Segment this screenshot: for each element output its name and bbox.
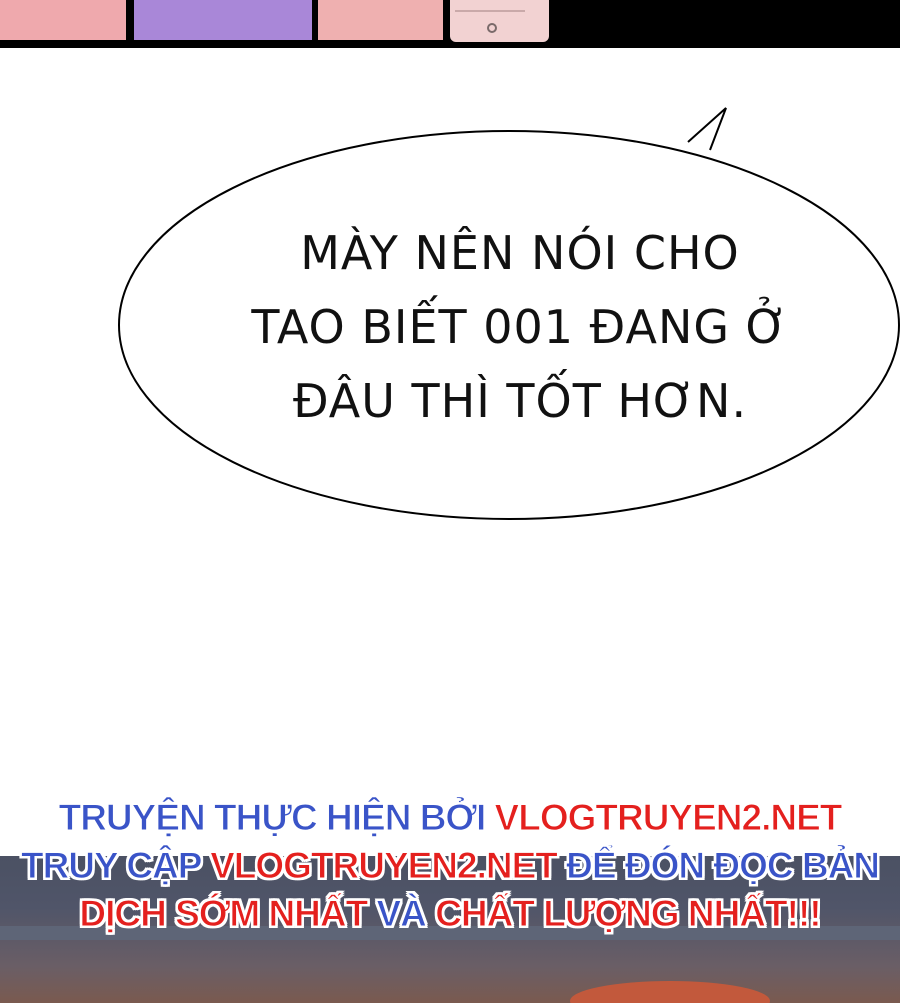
credit-text: TRUYỆN THỰC HIỆN BỞI — [58, 797, 486, 838]
credit-line-3 — [0, 891, 900, 937]
credit-text: ĐỂ ĐÓN ĐỌC BẢN — [566, 845, 880, 886]
speech-line-1: MÀY NÊN NÓI CHO — [300, 226, 740, 280]
speech-bubble-text — [200, 216, 840, 438]
credit-site-link: VLOGTRUYEN2.NET — [210, 845, 557, 886]
speech-line-2: TAO BIẾT 001 ĐANG Ở — [251, 300, 789, 354]
credit-site-link: VLOGTRUYEN2.NET — [494, 797, 842, 838]
credit-text: TRUY CẬP — [20, 845, 201, 886]
credit-line-2 — [0, 843, 900, 889]
speech-line-3: ĐÂU THÌ TỐT HƠN. — [292, 374, 748, 428]
art-orange-object — [570, 981, 770, 1003]
credit-text: DỊCH SỚM NHẤT — [79, 893, 368, 934]
credit-text: CHẤT LƯỢNG NHẤT!!! — [435, 893, 821, 934]
credit-text: VÀ — [376, 893, 426, 934]
credit-line-1 — [0, 795, 900, 841]
